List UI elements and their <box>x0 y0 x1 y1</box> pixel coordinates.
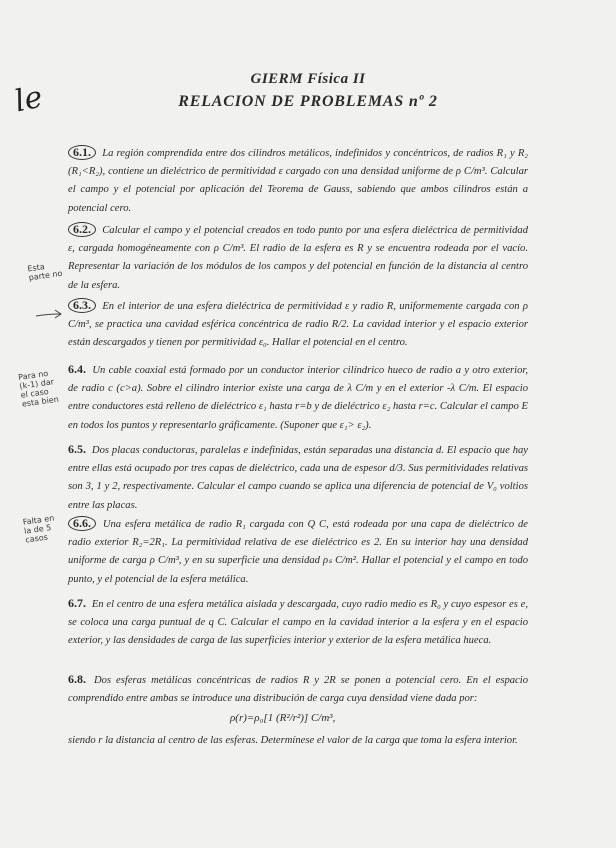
problem-number: 6.6. <box>68 516 96 531</box>
problem-6-7 <box>68 594 528 651</box>
problem-text: Una esfera metálica de radio R₁ cargada con Q C, está rodeada por una capa de dieléctrico de radio exterior R₂=2R₁. La permitividad relativa de ese dieléctrico es 2. En su interior hay una densidad uniforme de carga ρ C/m³, y en su superficie una densidad ρₛ C/m². Hallar el potencial y el campo en todo punto, y el potencial de la esfera metálica. <box>68 519 529 585</box>
handwritten-mark: le <box>11 79 46 120</box>
problem-number: 6.3. <box>68 298 96 313</box>
arrow-line-icon <box>36 314 60 316</box>
margin-note-b: Para no (k-1) dar el caso esta bien <box>17 368 60 409</box>
problem-number: 6.2. <box>68 222 96 237</box>
problem-text: La región comprendida entre dos cilindros metálicos, indefinidos y concéntricos, de radios R₁ y R₂ (R₁<R₂), contiene un dieléctrico de permitividad ε cargado con una densidad uniforme de ρ C/m³. Calcular el campo y el potencial por aplicación del Teorema de Gauss, sabiendo que ambos cilindros están a potencial cero. <box>68 148 528 214</box>
problem-text: En el interior de una esfera dieléctrica de permitividad ε y radio R, uniformemente cargada con ρ C/m³, se practica una cavidad esférica concéntrica de radio R/2. La cavidad interior y el espacio exterior están descargados y tienen por permitividad ε₀. Hallar el potencial en el centro. <box>68 301 528 349</box>
margin-note-c: Falta en la de 5 casos <box>22 513 55 545</box>
problem-number: 6.4. <box>68 362 86 376</box>
problem-text: Calcular el campo y el potencial creados en todo punto por una esfera dieléctrica de permitividad ε, cargada homogéneamente con ρ C/m³. El radio de la esfera es R y se encuentra rodeada por el vacío. Representar la variación de los módulos de los campos y del potencial en función de la distancia al centro de la esfera. <box>68 225 528 291</box>
problem-6-2 <box>68 222 528 295</box>
problem-number: 6.8. <box>68 672 86 686</box>
problem-number: 6.7. <box>68 596 86 610</box>
problem-number: 6.5. <box>68 442 86 456</box>
problem-6-8-formula: ρ(r)=ρ₀[1 (R²/r²)] C/m³, <box>230 712 336 724</box>
problem-text: Dos placas conductoras, paralelas e indefinidas, están separadas una distancia d. El espacio que hay entre ellas está ocupado por tres capas de dieléctrico, cada una de espesor d/3. Sus permitividades relativas son 3, 1 y 2, respectivamente. Calcular el campo cuando se aplica una diferencia de potencial de V₀ voltios entre las placas. <box>68 445 528 511</box>
problem-6-8 <box>68 670 528 708</box>
problem-text: Un cable coaxial está formado por un conductor interior cilíndrico hueco de radio a y otro exterior, de radio c (c>a). Sobre el cilindro interior existe una carga de λ C/m y en el exterior -λ C/m. El espacio entre conductores está relleno de dieléctrico ε₁ hasta r=b y de dieléctrico ε₂ hasta r=c. Calcular el campo E en todos los puntos y representarlo gráficamente. (Suponer que ε₁> ε₂). <box>68 365 529 431</box>
problem-number: 6.1. <box>68 145 96 160</box>
problem-6-4 <box>68 360 528 435</box>
header-title: RELACION DE PROBLEMAS nº 2 <box>178 93 438 110</box>
margin-note-a: Esta parte no <box>26 262 63 283</box>
problem-text: Dos esferas metálicas concéntricas de radios R y 2R se ponen a potencial cero. En el espacio comprendido entre ambas se introduce una distribución de carga cuya densidad viene dada por: <box>68 675 528 705</box>
problem-text: En el centro de una esfera metálica aislada y descargada, cuyo radio medio es R₀ y cuyo espesor es e, se coloca una carga puntual de q C. Calcular el campo en la cavidad interior a la esfera y en el espacio exterior, y las densidades de carga de las superficies interior y exterior de la esfera metálica hueca. <box>68 599 529 647</box>
problem-6-8-continuation <box>68 732 528 750</box>
problem-6-5 <box>68 440 528 515</box>
problem-6-3 <box>68 298 528 353</box>
problem-6-6 <box>68 516 528 589</box>
header-course: GIERM Física II <box>250 71 366 87</box>
problem-text: siendo r la distancia al centro de las esferas. Determínese el valor de la carga que toma la esfera interior. <box>68 735 518 746</box>
problem-6-1 <box>68 145 528 218</box>
